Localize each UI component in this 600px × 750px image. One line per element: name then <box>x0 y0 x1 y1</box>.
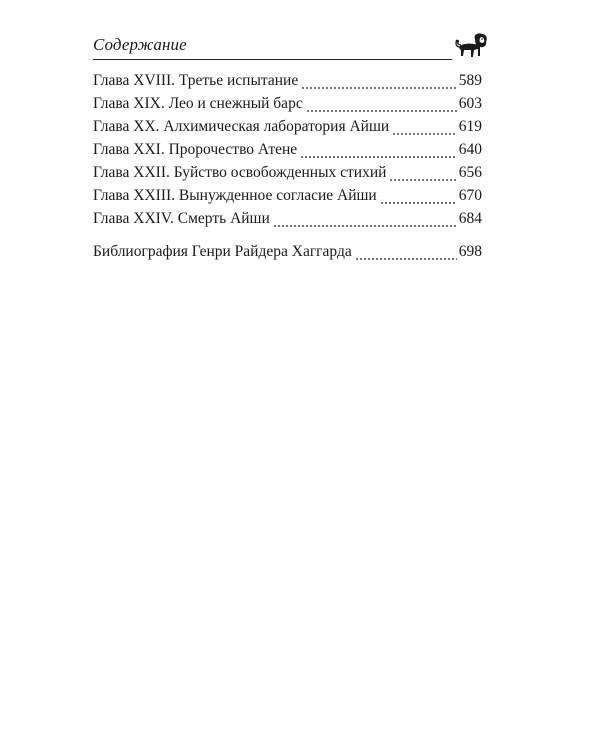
toc-entry-title: Глава XXI. Пророчество Атене <box>93 141 298 158</box>
running-title: Содержание <box>93 35 187 54</box>
table-of-contents <box>93 72 482 266</box>
toc-entry[interactable] <box>93 141 482 164</box>
dot-leader <box>380 191 457 205</box>
toc-entry-page: 698 <box>458 243 482 260</box>
toc-entry-title: Глава XIX. Лео и снежный барс <box>93 95 303 112</box>
running-head <box>93 30 485 62</box>
toc-entry-title: Глава XX. Алхимическая лаборатория Айши <box>93 118 390 135</box>
toc-entry[interactable] <box>93 164 482 187</box>
dot-leader <box>301 76 457 90</box>
toc-entry[interactable] <box>93 72 482 95</box>
toc-entry-page: 684 <box>458 210 482 227</box>
toc-entry-page: 640 <box>458 141 482 158</box>
header-rule <box>93 59 452 60</box>
toc-entry-title: Глава XXIV. Смерть Айши <box>93 210 270 227</box>
dot-leader <box>355 247 457 261</box>
toc-entry-page: 670 <box>458 187 482 204</box>
dot-leader <box>389 168 456 182</box>
toc-entry-page: 619 <box>458 118 482 135</box>
dot-leader <box>392 122 457 136</box>
toc-entry-title: Глава XVIII. Третье испытание <box>93 72 299 89</box>
toc-entry-title: Глава XXIII. Вынужденное согласие Айши <box>93 187 377 204</box>
toc-entry-bibliography[interactable] <box>93 243 482 266</box>
toc-entry-page: 656 <box>458 164 482 181</box>
toc-entry[interactable] <box>93 118 482 141</box>
toc-entry-page: 589 <box>458 72 482 89</box>
toc-entry[interactable] <box>93 210 482 233</box>
toc-entry[interactable] <box>93 187 482 210</box>
lion-icon <box>451 30 491 62</box>
dot-leader <box>300 145 457 159</box>
toc-entry-title: Глава XXII. Буйство освобожденных стихий <box>93 164 387 181</box>
dot-leader <box>273 214 457 228</box>
toc-entry-title: Библиография Генри Райдера Хаггарда <box>93 243 352 260</box>
dot-leader <box>306 99 457 113</box>
toc-entry-page: 603 <box>458 95 482 112</box>
toc-entry[interactable] <box>93 95 482 118</box>
